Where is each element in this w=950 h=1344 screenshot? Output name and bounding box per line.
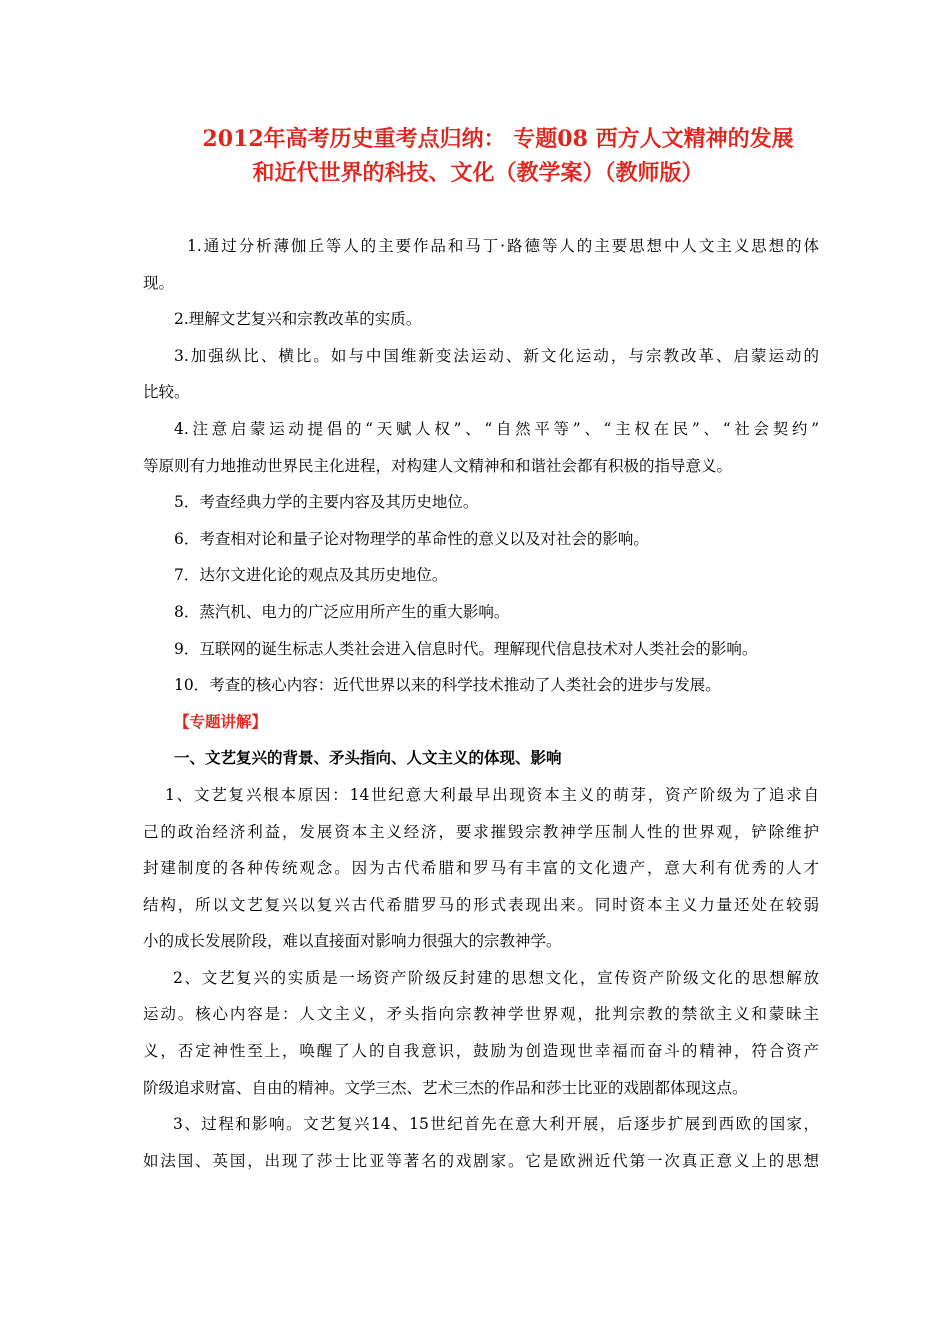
- section-label: 【专题讲解】: [174, 711, 268, 731]
- paragraph-line: 运动。核心内容是：人文主义，矛头指向宗教神学世界观，批判宗教的禁欲主义和蒙昧主: [143, 1005, 819, 1024]
- objective-line: 5．考查经典力学的主要内容及其历史地位。: [174, 493, 479, 512]
- objective-line: 3.加强纵比、横比。如与中国维新变法运动、新文化运动，与宗教改革、启蒙运动的: [174, 346, 819, 365]
- paragraph-line: 2、文艺复兴的实质是一场资产阶级反封建的思想文化，宣传资产阶级文化的思想解放: [173, 968, 819, 987]
- doc-title-line-2: 和近代世界的科技、文化（教学案）（教师版）: [252, 160, 704, 186]
- objective-line: 4.注意启蒙运动提倡的“天赋人权”、“自然平等”、“主权在民”、“社会契约”: [174, 419, 819, 438]
- objective-line: 9．互联网的诞生标志人类社会进入信息时代。理解现代信息技术对人类社会的影响。: [174, 639, 758, 658]
- paragraph-line: 阶级追求财富、自由的精神。文学三杰、艺术三杰的作品和莎士比亚的戏剧都体现这点。: [143, 1078, 748, 1097]
- document-body: [143, 228, 819, 1179]
- paragraph-line: 义，否定神性至上，唤醒了人的自我意识，鼓励为创造现世幸福而奋斗的精神，符合资产: [143, 1042, 819, 1061]
- paragraph-line: 3、过程和影响。文艺复兴14、15世纪首先在意大利开展，后逐步扩展到西欧的国家，: [173, 1115, 819, 1134]
- objective-line: 1.通过分析薄伽丘等人的主要作品和马丁·路德等人的主要思想中人文主义思想的体: [187, 237, 819, 255]
- objective-line: 等原则有力地推动世界民主化进程，对构建人文精神和和谐社会都有积极的指导意义。: [143, 456, 733, 475]
- objective-line: 6．考查相对论和量子论对物理学的革命性的意义以及对社会的影响。: [174, 529, 649, 548]
- doc-title-line-1: 2012年高考历史重考点归纳： 专题08 西方人文精神的发展: [202, 126, 794, 152]
- paragraph-line: 封建制度的各种传统观念。因为古代希腊和罗马有丰富的文化遗产，意大利有优秀的人才: [143, 859, 819, 878]
- objective-line: 8．蒸汽机、电力的广泛应用所产生的重大影响。: [174, 602, 510, 621]
- objective-line: 2.理解文艺复兴和宗教改革的实质。: [174, 310, 422, 329]
- paragraph-line: 1、文艺复兴根本原因：14世纪意大利最早出现资本主义的萌芽，资产阶级为了追求自: [165, 785, 819, 804]
- paragraph-line: 己的政治经济利益，发展资本主义经济，要求摧毁宗教神学压制人性的世界观，铲除维护: [143, 822, 819, 841]
- objective-line: 7．达尔文进化论的观点及其历史地位。: [174, 566, 448, 585]
- paragraph-line: 小的成长发展阶段，难以直接面对影响力很强大的宗教神学。: [143, 932, 562, 951]
- paragraph-line: 结构，所以文艺复兴以复兴古代希腊罗马的形式表现出来。同时资本主义力量还处在较弱: [143, 895, 819, 914]
- objective-line: 比较。: [143, 383, 190, 402]
- objective-line: 10．考查的核心内容：近代世界以来的科学技术推动了人类社会的进步与发展。: [174, 676, 721, 695]
- objective-line: 现。: [143, 273, 175, 292]
- section-heading: 一、文艺复兴的背景、矛头指向、人文主义的体现、影响: [174, 748, 562, 768]
- paragraph-line: 如法国、英国，出现了莎士比亚等著名的戏剧家。它是欧洲近代第一次真正意义上的思想: [143, 1151, 819, 1170]
